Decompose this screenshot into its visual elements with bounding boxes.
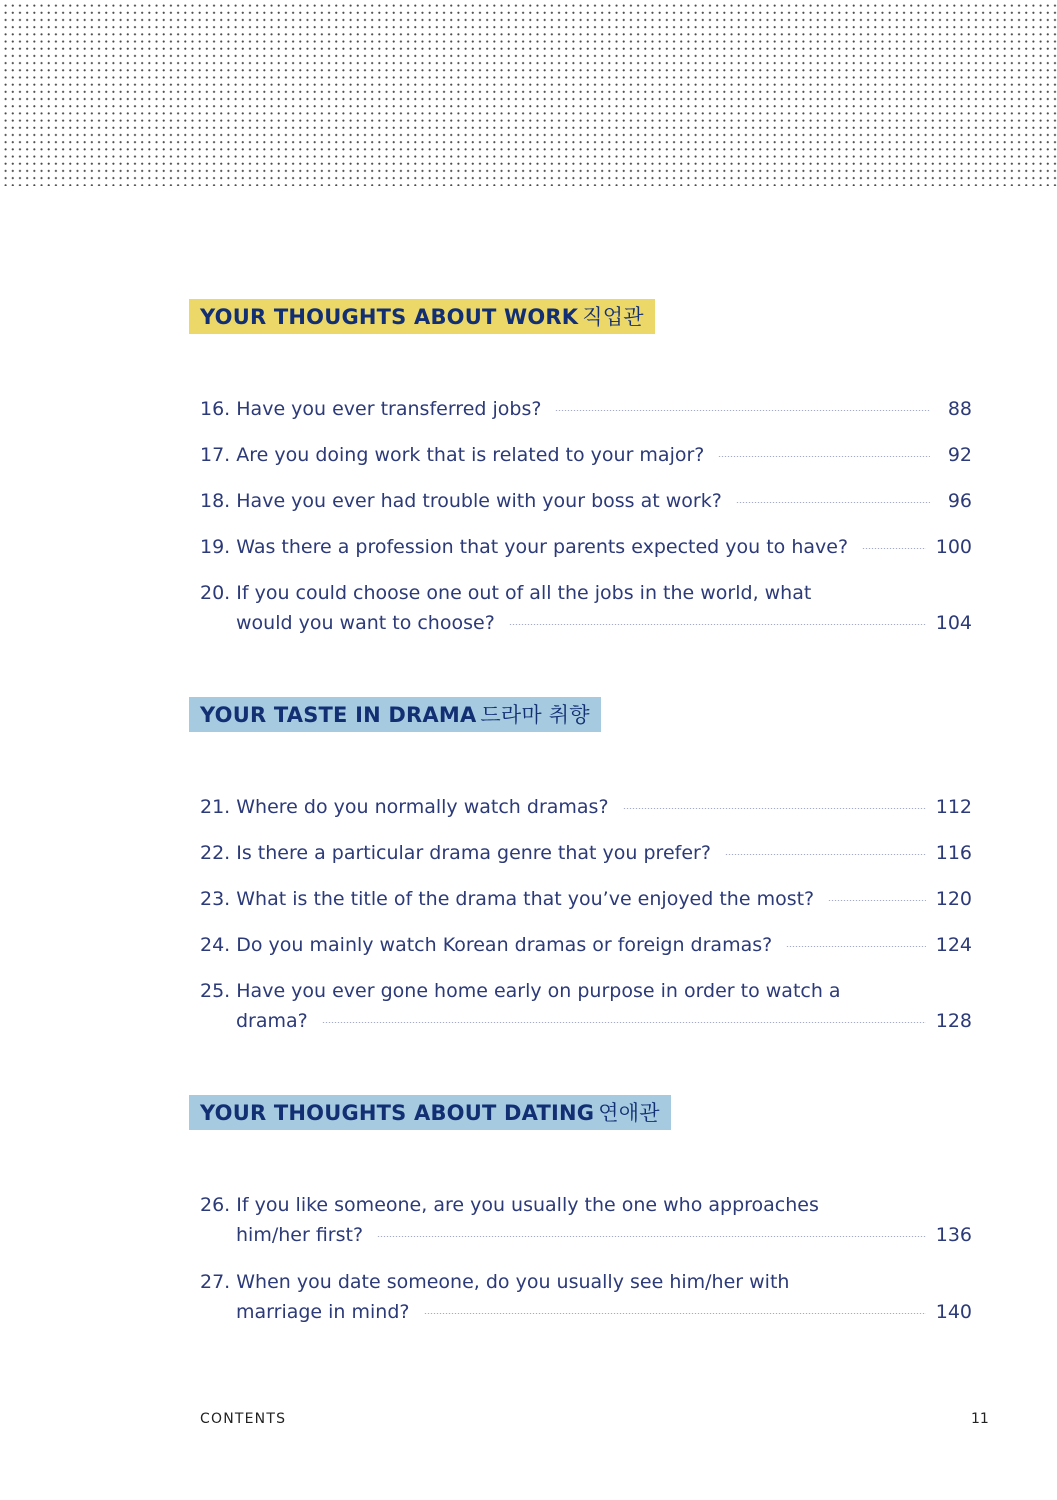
entry-title-continued: him/her first? (236, 1224, 364, 1246)
entry-title-continued: would you want to choose? (236, 612, 495, 634)
entry-title: Do you mainly watch Korean dramas or foreign dramas? (236, 934, 773, 956)
entry-page: 120 (935, 888, 972, 910)
section-heading-korean: 직업관 (582, 305, 644, 329)
section-heading-korean: 드라마 취향 (480, 703, 590, 727)
section-heading-text: YOUR TASTE IN DRAMA (200, 703, 477, 727)
toc-entry-16[interactable] (200, 394, 972, 424)
entry-title-continued: marriage in mind? (236, 1301, 410, 1323)
dot-leader (555, 410, 930, 411)
entry-page: 92 (947, 444, 972, 466)
footer-label: CONTENTS (200, 1411, 287, 1427)
section-heading-text: YOUR THOUGHTS ABOUT DATING (200, 1101, 595, 1125)
dot-leader (718, 456, 930, 457)
entry-title: Is there a particular drama genre that you prefer? (236, 842, 711, 864)
toc-entry-20[interactable] (200, 578, 972, 638)
toc-entry-21[interactable] (200, 792, 972, 822)
toc-entry-17[interactable] (200, 440, 972, 470)
entry-number: 19. (200, 536, 231, 558)
entry-page: 100 (935, 536, 972, 558)
toc-entry-23[interactable] (200, 884, 972, 914)
entry-number: 18. (200, 490, 231, 512)
dot-leader (828, 900, 926, 901)
entry-page: 112 (935, 796, 972, 818)
entry-title: Have you ever transferred jobs? (236, 398, 542, 420)
entry-number: 16. (200, 398, 231, 420)
toc-entry-22[interactable] (200, 838, 972, 868)
dot-leader (725, 854, 926, 855)
page-number: 11 (971, 1411, 989, 1427)
section-heading-korean: 연애관 (598, 1101, 660, 1125)
entry-number: 17. (200, 444, 231, 466)
dot-leader (322, 1022, 926, 1023)
entry-number: 24. (200, 934, 231, 956)
entry-number: 21. (200, 796, 231, 818)
entry-number: 26. (200, 1194, 231, 1216)
dot-leader (786, 946, 926, 947)
dot-leader (623, 808, 926, 809)
entry-number: 23. (200, 888, 231, 910)
entry-number: 25. (200, 980, 231, 1002)
dot-leader (424, 1313, 926, 1314)
entry-number: 22. (200, 842, 231, 864)
entry-title: Have you ever gone home early on purpose in order to watch a (236, 980, 841, 1002)
entry-title: When you date someone, do you usually see him/her with (236, 1271, 790, 1293)
entry-page: 96 (947, 490, 972, 512)
entry-title: Have you ever had trouble with your boss at work? (236, 490, 722, 512)
entry-page: 116 (935, 842, 972, 864)
toc-entry-24[interactable] (200, 930, 972, 960)
dot-leader (862, 548, 926, 549)
entry-title: What is the title of the drama that you’ve enjoyed the most? (236, 888, 815, 910)
entry-title: Are you doing work that is related to your major? (236, 444, 705, 466)
toc-entry-25[interactable] (200, 976, 972, 1036)
section-work (189, 299, 972, 634)
entry-title: If you like someone, are you usually the one who approaches (236, 1194, 819, 1216)
entry-page: 124 (935, 934, 972, 956)
entry-title-continued: drama? (236, 1010, 308, 1032)
section-drama (189, 697, 972, 1032)
toc-entry-19[interactable] (200, 532, 972, 562)
dot-pattern-header (0, 0, 1057, 186)
entry-title: Where do you normally watch dramas? (236, 796, 609, 818)
section-dating (189, 1095, 972, 1323)
toc-entry-27[interactable] (200, 1267, 972, 1327)
entry-title: If you could choose one out of all the jobs in the world, what (236, 582, 812, 604)
entry-page: 128 (935, 1010, 972, 1032)
dot-leader (509, 624, 926, 625)
toc-entry-26[interactable] (200, 1190, 972, 1250)
entry-number: 27. (200, 1271, 231, 1293)
section-heading-drama (189, 697, 601, 732)
entry-number: 20. (200, 582, 231, 604)
entry-page: 140 (935, 1301, 972, 1323)
toc-entry-18[interactable] (200, 486, 972, 516)
dot-leader (377, 1236, 926, 1237)
entry-page: 88 (947, 398, 972, 420)
entry-title: Was there a profession that your parents expected you to have? (236, 536, 849, 558)
entry-page: 136 (935, 1224, 972, 1246)
section-heading-text: YOUR THOUGHTS ABOUT WORK (200, 305, 579, 329)
section-heading-dating (189, 1095, 671, 1130)
entry-page: 104 (935, 612, 972, 634)
dot-leader (736, 502, 930, 503)
section-heading-work (189, 299, 655, 334)
